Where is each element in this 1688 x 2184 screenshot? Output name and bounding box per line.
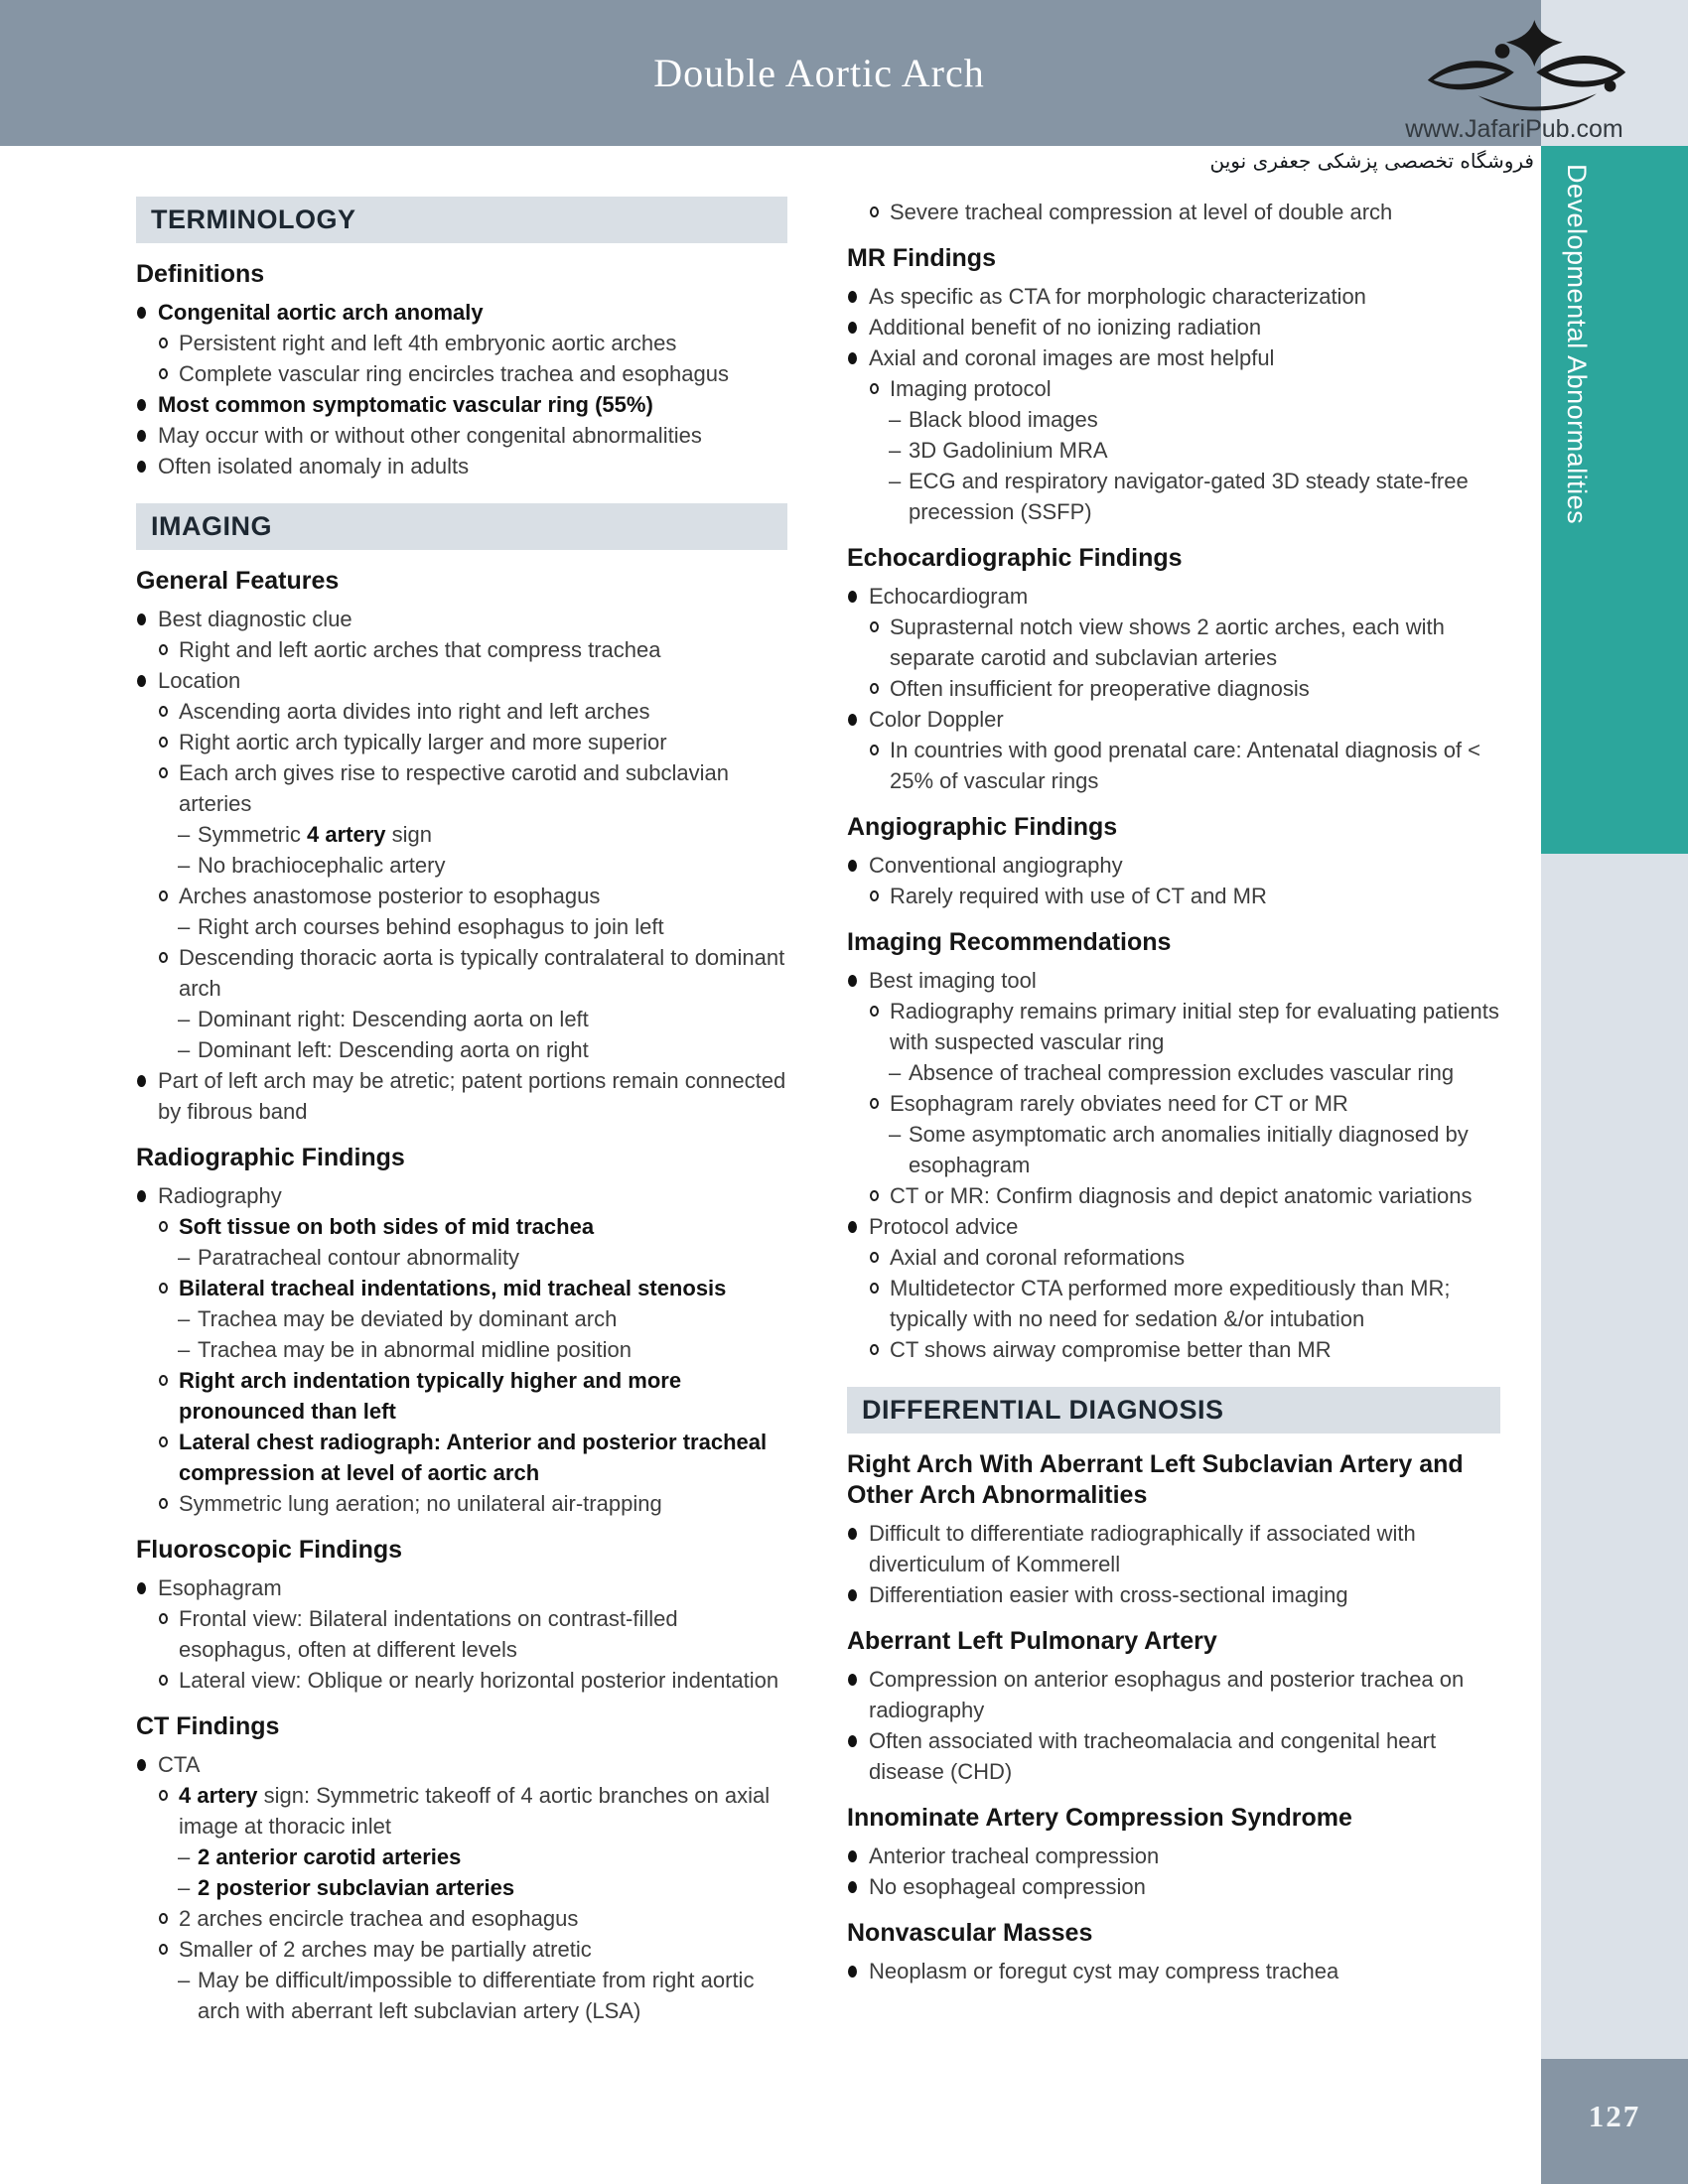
text-run: Radiography — [158, 1183, 282, 1208]
circle-icon — [870, 1006, 879, 1017]
list-item — [136, 881, 787, 911]
list-item — [847, 581, 1500, 612]
list-item — [847, 881, 1500, 911]
circle-icon — [159, 767, 168, 778]
text-run: Lateral view: Oblique or nearly horizontal posterior indentation — [179, 1668, 779, 1693]
list-item — [847, 281, 1500, 312]
list-item — [136, 1934, 787, 1965]
sub-heading: Fluoroscopic Findings — [136, 1536, 403, 1564]
sidebar-section-label: Developmental Abnormalities — [1562, 164, 1592, 525]
text-run: Suprasternal notch view shows 2 aortic arches, each with separate carotid and subclavian arteries — [890, 614, 1445, 670]
text-run: Radiography remains primary initial step for evaluating patients with suspected vascular ring — [890, 999, 1499, 1054]
list-item — [847, 735, 1500, 796]
bullet-icon — [848, 322, 857, 334]
text-run: sign: Symmetric takeoff of 4 aortic branches on axial image at thoracic inlet — [179, 1783, 771, 1839]
list-item — [136, 1365, 787, 1427]
section-header: IMAGING — [136, 503, 787, 550]
circle-icon — [159, 1675, 168, 1686]
list-item — [847, 850, 1500, 881]
sub-heading: Radiographic Findings — [136, 1144, 405, 1171]
text-run: Conventional angiography — [869, 853, 1123, 878]
list-item — [136, 1242, 787, 1273]
circle-icon — [159, 1913, 168, 1924]
circle-icon — [870, 1283, 879, 1294]
text-run: Imaging protocol — [890, 376, 1052, 401]
dash-icon: – — [178, 853, 191, 878]
text-run: Trachea may be in abnormal midline position — [198, 1337, 632, 1362]
emphasized-text: Bilateral tracheal indentations, mid tracheal stenosis — [179, 1276, 727, 1300]
list-item — [136, 1211, 787, 1242]
page-title: Double Aortic Arch — [653, 51, 985, 95]
list-item — [136, 358, 787, 389]
circle-icon — [159, 952, 168, 963]
text-run: Esophagram — [158, 1575, 282, 1600]
text-run: Right and left aortic arches that compress trachea — [179, 637, 661, 662]
list-item — [136, 1749, 787, 1780]
text-run: Dominant left: Descending aorta on right — [198, 1037, 589, 1062]
text-run: Descending thoracic aorta is typically contralateral to dominant arch — [179, 945, 785, 1001]
list-item — [136, 942, 787, 1004]
list-item — [136, 297, 787, 328]
text-run: Each arch gives rise to respective carotid and subclavian arteries — [179, 760, 729, 816]
list-item — [136, 1334, 787, 1365]
list-item — [847, 996, 1500, 1057]
text-run: Best diagnostic clue — [158, 607, 352, 631]
text-run: Smaller of 2 arches may be partially atretic — [179, 1937, 592, 1962]
right-column — [847, 197, 1500, 1986]
emphasized-text: 4 artery — [179, 1783, 258, 1808]
list-item — [136, 1903, 787, 1934]
list-item — [847, 1518, 1500, 1579]
list-item — [847, 1871, 1500, 1902]
sub-heading: MR Findings — [847, 244, 996, 272]
bullet-icon — [848, 1589, 857, 1601]
circle-icon — [159, 1613, 168, 1624]
dash-icon: – — [178, 1337, 191, 1362]
text-run: Part of left arch may be atretic; patent portions remain connected by fibrous band — [158, 1068, 786, 1124]
bullet-icon — [137, 675, 146, 687]
list-item — [847, 373, 1500, 404]
text-run: Axial and coronal images are most helpful — [869, 345, 1275, 370]
circle-icon — [870, 890, 879, 901]
sub-heading: Definitions — [136, 260, 265, 288]
dash-icon: – — [178, 1037, 191, 1062]
list-item — [136, 1842, 787, 1872]
list-item — [136, 451, 787, 481]
circle-icon — [870, 1344, 879, 1355]
circle-icon — [159, 1790, 168, 1801]
bullet-icon — [848, 1850, 857, 1862]
list-item — [847, 704, 1500, 735]
dash-icon: – — [889, 438, 902, 463]
list-item — [847, 342, 1500, 373]
circle-icon — [159, 1436, 168, 1447]
dash-icon: – — [178, 1844, 191, 1869]
list-item — [847, 1180, 1500, 1211]
dash-icon: – — [178, 1968, 191, 1992]
list-item — [847, 673, 1500, 704]
list-item — [847, 1242, 1500, 1273]
text-run: Paratracheal contour abnormality — [198, 1245, 520, 1270]
bullet-icon — [848, 1881, 857, 1893]
emphasized-text: Lateral chest radiograph: Anterior and posterior tracheal compression at level of aortic arch — [179, 1430, 768, 1485]
list-item — [847, 1334, 1500, 1365]
text-run: Axial and coronal reformations — [890, 1245, 1186, 1270]
text-run: 3D Gadolinium MRA — [909, 438, 1108, 463]
list-item — [847, 197, 1500, 227]
list-item — [136, 1872, 787, 1903]
sub-heading: General Features — [136, 567, 340, 595]
publisher-url: www.JafariPub.com — [1405, 115, 1623, 143]
circle-icon — [159, 368, 168, 379]
bullet-icon — [848, 1528, 857, 1540]
circle-icon — [870, 1252, 879, 1263]
text-run: Neoplasm or foregut cyst may compress trachea — [869, 1959, 1339, 1983]
text-run: 2 arches encircle trachea and esophagus — [179, 1906, 579, 1931]
circle-icon — [159, 737, 168, 748]
list-item — [847, 1211, 1500, 1242]
text-run: Location — [158, 668, 241, 693]
list-item — [847, 1956, 1500, 1986]
bullet-icon — [137, 614, 146, 625]
list-item — [136, 1427, 787, 1488]
section-header: DIFFERENTIAL DIAGNOSIS — [847, 1387, 1500, 1433]
list-item — [847, 404, 1500, 435]
text-run: Dominant right: Descending aorta on left — [198, 1007, 589, 1031]
list-item — [136, 727, 787, 757]
list-item — [136, 696, 787, 727]
list-item — [136, 604, 787, 634]
text-run: Complete vascular ring encircles trachea and esophagus — [179, 361, 729, 386]
list-item — [136, 757, 787, 819]
bullet-icon — [848, 352, 857, 364]
text-run: Arches anastomose posterior to esophagus — [179, 884, 601, 908]
list-item — [136, 420, 787, 451]
bullet-icon — [848, 860, 857, 872]
circle-icon — [870, 206, 879, 217]
text-run: Some asymptomatic arch anomalies initially diagnosed by esophagram — [909, 1122, 1469, 1177]
list-item — [136, 911, 787, 942]
circle-icon — [159, 890, 168, 901]
text-run: Persistent right and left 4th embryonic aortic arches — [179, 331, 677, 355]
bullet-icon — [848, 1674, 857, 1686]
text-run: May occur with or without other congenital abnormalities — [158, 423, 702, 448]
dash-icon: – — [178, 1875, 191, 1900]
bullet-icon — [848, 1735, 857, 1747]
list-item — [136, 1034, 787, 1065]
circle-icon — [870, 383, 879, 394]
text-run: Right aortic arch typically larger and more superior — [179, 730, 667, 754]
page-number: 127 — [1588, 2099, 1641, 2133]
text-run: ECG and respiratory navigator-gated 3D steady state-free precession (SSFP) — [909, 469, 1469, 524]
list-item — [136, 1273, 787, 1303]
list-item — [136, 1180, 787, 1211]
text-run: Severe tracheal compression at level of double arch — [890, 200, 1393, 224]
text-run: Anterior tracheal compression — [869, 1843, 1160, 1868]
sub-heading: Aberrant Left Pulmonary Artery — [847, 1627, 1217, 1655]
dash-icon: – — [178, 914, 191, 939]
publisher-tagline: فروشگاه تخصصی پزشکی جعفری نوین — [1209, 149, 1534, 173]
circle-icon — [159, 1498, 168, 1509]
text-run: CT shows airway compromise better than MR — [890, 1337, 1332, 1362]
circle-icon — [870, 683, 879, 694]
circle-icon — [870, 1098, 879, 1109]
list-item — [136, 850, 787, 881]
list-item — [847, 612, 1500, 673]
text-run: CTA — [158, 1752, 201, 1777]
sidebar-lower-strip — [1541, 854, 1688, 2059]
text-run: May be difficult/impossible to differentiate from right aortic arch with aberrant left subclavian artery (LSA) — [198, 1968, 755, 2023]
text-run: Ascending aorta divides into right and left arches — [179, 699, 650, 724]
circle-icon — [159, 1283, 168, 1294]
dash-icon: – — [889, 1122, 902, 1147]
sub-heading: Right Arch With Aberrant Left Subclavian Artery and Other Arch Abnormalities — [847, 1450, 1464, 1509]
emphasized-text: 2 posterior subclavian arteries — [198, 1875, 515, 1900]
text-run: Symmetric lung aeration; no unilateral air-trapping — [179, 1491, 662, 1516]
sub-heading: Innominate Artery Compression Syndrome — [847, 1804, 1352, 1832]
text-run: Protocol advice — [869, 1214, 1019, 1239]
list-item — [136, 1488, 787, 1519]
bullet-icon — [848, 591, 857, 603]
emphasized-text: Right arch indentation typically higher and more pronounced than left — [179, 1368, 682, 1424]
list-item — [136, 328, 787, 358]
emphasized-text: Congenital aortic arch anomaly — [158, 300, 484, 325]
text-run: Multidetector CTA performed more expeditiously than MR; typically with no need for sedation &/or intubation — [890, 1276, 1451, 1331]
page-number-block — [1541, 2059, 1688, 2184]
text-run: Often associated with tracheomalacia and congenital heart disease (CHD) — [869, 1728, 1437, 1784]
list-item — [847, 312, 1500, 342]
text-run: sign — [385, 822, 432, 847]
list-item — [136, 634, 787, 665]
list-item — [136, 1004, 787, 1034]
sub-heading: CT Findings — [136, 1712, 280, 1740]
section-header: TERMINOLOGY — [136, 197, 787, 243]
bullet-icon — [848, 1966, 857, 1978]
list-item — [136, 819, 787, 850]
dash-icon: – — [178, 1306, 191, 1331]
list-item — [136, 389, 787, 420]
list-item — [136, 1603, 787, 1665]
text-run: Difficult to differentiate radiographically if associated with diverticulum of Kommerell — [869, 1521, 1416, 1576]
text-run: Often isolated anomaly in adults — [158, 454, 470, 478]
circle-icon — [870, 745, 879, 755]
text-run: Trachea may be deviated by dominant arch — [198, 1306, 618, 1331]
bullet-icon — [137, 1075, 146, 1087]
bullet-icon — [848, 975, 857, 987]
list-item — [847, 1088, 1500, 1119]
list-item — [847, 1841, 1500, 1871]
bullet-icon — [137, 1190, 146, 1202]
list-item — [847, 1119, 1500, 1180]
text-run: Frontal view: Bilateral indentations on contrast-filled esophagus, often at different levels — [179, 1606, 678, 1662]
bullet-icon — [137, 461, 146, 473]
dash-icon: – — [889, 407, 902, 432]
list-item — [847, 1725, 1500, 1787]
dash-icon: – — [889, 1060, 902, 1085]
dash-icon: – — [889, 469, 902, 493]
circle-icon — [870, 1190, 879, 1201]
dash-icon: – — [178, 822, 191, 847]
emphasized-text: 4 artery — [307, 822, 386, 847]
list-item — [847, 965, 1500, 996]
circle-icon — [159, 1375, 168, 1386]
text-run: No esophageal compression — [869, 1874, 1146, 1899]
sub-heading: Angiographic Findings — [847, 813, 1118, 841]
circle-icon — [159, 644, 168, 655]
bullet-icon — [137, 1759, 146, 1771]
sub-heading: Echocardiographic Findings — [847, 544, 1183, 572]
text-run: Absence of tracheal compression excludes vascular ring — [909, 1060, 1455, 1085]
left-column — [136, 197, 787, 2026]
emphasized-text: Soft tissue on both sides of mid trachea — [179, 1214, 595, 1239]
list-item — [136, 1665, 787, 1696]
list-item — [136, 1572, 787, 1603]
bullet-icon — [137, 399, 146, 411]
list-item — [136, 1965, 787, 2026]
sub-heading: Imaging Recommendations — [847, 928, 1172, 956]
list-item — [136, 665, 787, 696]
text-run: Differentiation easier with cross-sectional imaging — [869, 1582, 1348, 1607]
sub-heading: Nonvascular Masses — [847, 1919, 1093, 1947]
text-run: CT or MR: Confirm diagnosis and depict anatomic variations — [890, 1183, 1473, 1208]
text-run: Right arch courses behind esophagus to join left — [198, 914, 664, 939]
list-item — [847, 466, 1500, 527]
bullet-icon — [137, 430, 146, 442]
list-item — [847, 435, 1500, 466]
text-run: As specific as CTA for morphologic characterization — [869, 284, 1366, 309]
list-item — [847, 1273, 1500, 1334]
text-run: No brachiocephalic artery — [198, 853, 446, 878]
circle-icon — [159, 1944, 168, 1955]
publisher-logo-icon — [1420, 20, 1633, 117]
list-item — [136, 1065, 787, 1127]
circle-icon — [159, 706, 168, 717]
list-item — [847, 1579, 1500, 1610]
text-run: Color Doppler — [869, 707, 1004, 732]
emphasized-text: 2 anterior carotid arteries — [198, 1844, 462, 1869]
text-run: Rarely required with use of CT and MR — [890, 884, 1267, 908]
text-run: Additional benefit of no ionizing radiation — [869, 315, 1262, 340]
list-item — [847, 1057, 1500, 1088]
text-run: Compression on anterior esophagus and posterior trachea on radiography — [869, 1667, 1465, 1722]
circle-icon — [159, 1221, 168, 1232]
text-run: Echocardiogram — [869, 584, 1029, 609]
bullet-icon — [848, 714, 857, 726]
list-item — [136, 1780, 787, 1842]
text-run: Often insufficient for preoperative diagnosis — [890, 676, 1310, 701]
circle-icon — [870, 621, 879, 632]
text-run: Symmetric — [198, 822, 307, 847]
circle-icon — [159, 338, 168, 348]
text-run: Esophagram rarely obviates need for CT or MR — [890, 1091, 1348, 1116]
dash-icon: – — [178, 1007, 191, 1031]
list-item — [136, 1303, 787, 1334]
text-run: Best imaging tool — [869, 968, 1037, 993]
bullet-icon — [848, 291, 857, 303]
text-run: Black blood images — [909, 407, 1098, 432]
emphasized-text: Most common symptomatic vascular ring (55%) — [158, 392, 653, 417]
dash-icon: – — [178, 1245, 191, 1270]
list-item — [847, 1664, 1500, 1725]
bullet-icon — [848, 1221, 857, 1233]
bullet-icon — [137, 307, 146, 319]
text-run: In countries with good prenatal care: Antenatal diagnosis of < 25% of vascular rings — [890, 738, 1480, 793]
bullet-icon — [137, 1582, 146, 1594]
